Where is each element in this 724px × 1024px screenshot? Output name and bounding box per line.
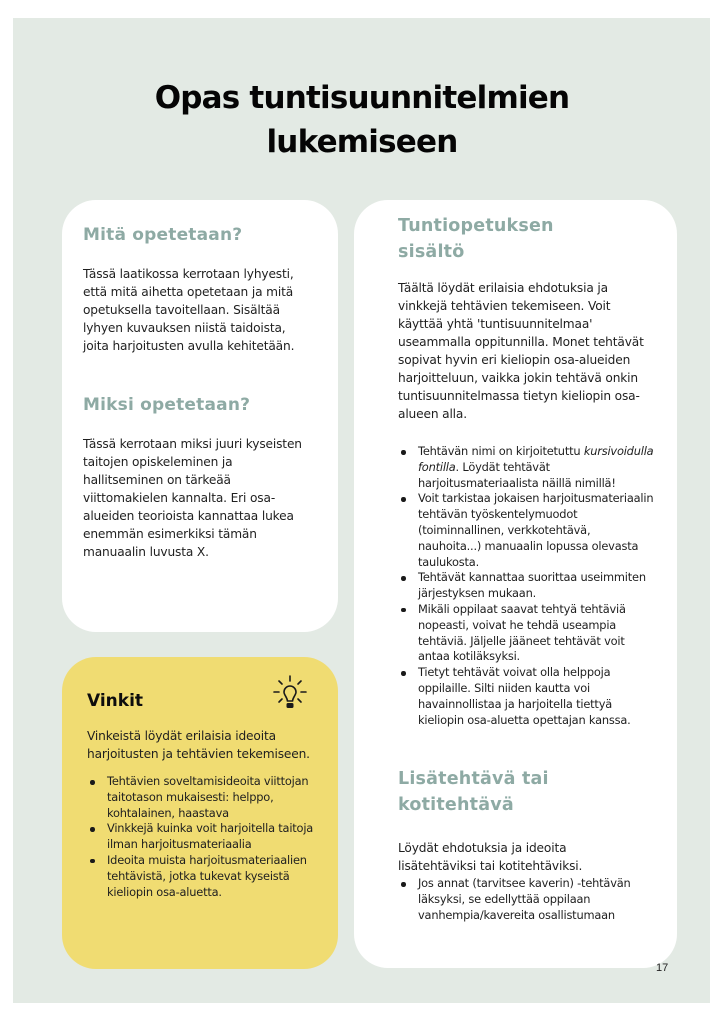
- lesson-content-list: [398, 444, 656, 728]
- page-title: [0, 76, 724, 164]
- page-number: 17: [656, 962, 669, 974]
- tips-list-item: Tehtävien soveltamisideoita viittojan taitotason mukaisesti: helppo, kohtalainen, haastava: [87, 774, 319, 821]
- why-body: Tässä kerrotaan miksi juuri kyseisten taitojen opiskeleminen ja hallitseminen on tärkeää viittomakielen kannalta. Eri osa-alueiden teorioista kannattaa lukea enemmän esimerkiksi tämän manuaalin luvusta X.: [83, 437, 302, 559]
- bullet-icon: [90, 780, 95, 785]
- lightbulb-icon: [272, 674, 308, 714]
- lesson-content-card: [354, 200, 677, 968]
- lesson-list-item: Tehtävät kannattaa suorittaa useimmiten järjestyksen mukaan.: [398, 570, 656, 602]
- page-title-line1: Opas tuntisuunnitelmien: [154, 80, 570, 116]
- why-heading: Miksi opetetaan?: [83, 395, 251, 415]
- homework-list: [398, 876, 656, 923]
- lesson-list-item: Tietyt tehtävät voivat olla helppoja oppilaille. Silti niiden kautta voi havainnollistaa ja harjoitella tiettyä kieliopin osa-aluetta opettajan kanssa.: [398, 665, 656, 728]
- tips-card: [62, 657, 338, 969]
- what-why-card: [62, 200, 338, 632]
- bullet-icon: [401, 497, 406, 502]
- what-heading: Mitä opetetaan?: [83, 225, 243, 245]
- homework-list-item: Jos annat (tarvitsee kaverin) -tehtävän läksyksi, se edellyttää oppilaan vanhempia/kavereita osallistumaan: [398, 876, 656, 923]
- bullet-icon: [90, 859, 95, 864]
- what-body: Tässä laatikossa kerrotaan lyhyesti, että mitä aihetta opetetaan ja mitä opetuksella tavoitellaan. Sisältää lyhyen kuvauksen niistä taidoista, joita harjoitusten avulla kehitetään.: [83, 267, 295, 353]
- lesson-list-item: Mikäli oppilaat saavat tehtyä tehtäviä nopeasti, voivat he tehdä useampia tehtäviä. Jäljelle jääneet tehtävät voit antaa kotiläksyksi.: [398, 602, 656, 665]
- italic-term: kursivoidulla fontilla: [418, 444, 654, 474]
- bullet-icon: [401, 882, 406, 887]
- bullet-icon: [401, 608, 406, 613]
- homework-heading: Lisätehtävä tai kotitehtävä: [398, 769, 549, 816]
- tips-list: [87, 774, 319, 900]
- tips-heading: Vinkit: [87, 691, 144, 711]
- tips-list-item: Vinkkejä kuinka voit harjoitella taitoja ilman harjoitusmateriaalia: [87, 821, 319, 853]
- lesson-content-heading: Tuntiopetuksen sisältö: [398, 216, 554, 262]
- bullet-icon: [90, 827, 95, 832]
- lesson-list-item: Tehtävän nimi on kirjoitetuttu kursivoidulla fontilla. Löydät tehtävät harjoitusmateriaalista näillä nimillä!: [398, 444, 656, 491]
- tips-intro: Vinkeistä löydät erilaisia ideoita harjoitusten ja tehtävien tekemiseen.: [87, 729, 310, 761]
- bullet-icon: [401, 671, 406, 676]
- page-title-line2: lukemiseen: [266, 124, 458, 160]
- lesson-list-item: Voit tarkistaa jokaisen harjoitusmateriaalin tehtävän työskentelymuodot (toiminnallinen, verkkotehtävä, nauhoita...) manuaalin lopussa olevasta taulukosta.: [398, 491, 656, 570]
- bullet-icon: [401, 576, 406, 581]
- homework-body: Löydät ehdotuksia ja ideoita lisätehtäviksi tai kotitehtäviksi.: [398, 841, 583, 874]
- bullet-icon: [401, 450, 406, 455]
- lesson-content-body: Täältä löydät erilaisia ehdotuksia ja vinkkejä tehtävien tekemiseen. Voit käyttää yhtä 'tuntisuunnitelmaa' useammalla oppitunnilla. Monet tehtävät sopivat hyvin eri kieliopin osa-alueiden harjoitteluun, vaikka jokin tehtävä onkin tuntisuunnitelmassa tietyn kieliopin osa-alueen alla.: [398, 281, 644, 421]
- tips-list-item: Ideoita muista harjoitusmateriaalien tehtävistä, jotka tukevat kyseistä kieliopin osa-aluetta.: [87, 853, 319, 900]
